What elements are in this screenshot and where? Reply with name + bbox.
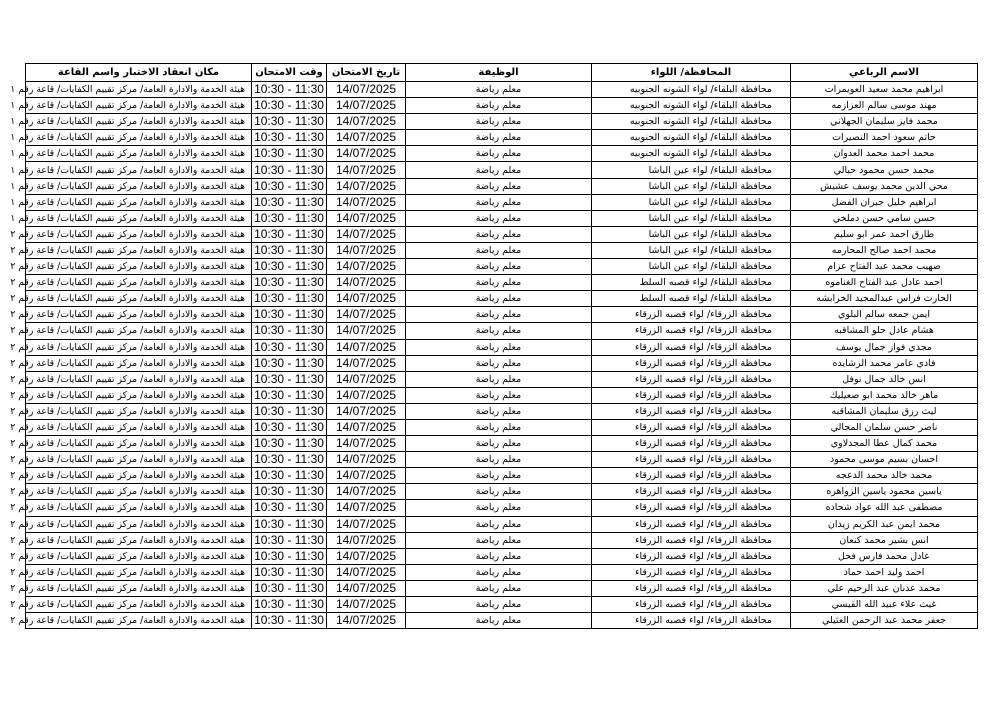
cell-place: هيئة الخدمة والادارة العامة/ مركز تقييم الكفايات/ قاعة رقم ٢ bbox=[26, 484, 252, 500]
cell-governorate: محافظة الزرقاء/ لواء قصبه الزرقاء bbox=[592, 532, 791, 548]
cell-place: هيئة الخدمة والادارة العامة/ مركز تقييم الكفايات/ قاعة رقم ٢ bbox=[26, 371, 252, 387]
cell-governorate: محافظة البلقاء/ لواء الشونه الجنوبيه bbox=[592, 146, 791, 162]
table-row bbox=[26, 82, 978, 98]
cell-time: 10:30 - 11:30 bbox=[252, 307, 327, 323]
cell-time: 10:30 - 11:30 bbox=[252, 484, 327, 500]
cell-time: 10:30 - 11:30 bbox=[252, 371, 327, 387]
cell-time: 10:30 - 11:30 bbox=[252, 468, 327, 484]
cell-name: محمد ايمن عبد الكريم زيدان bbox=[791, 516, 978, 532]
cell-date: 14/07/2025 bbox=[327, 355, 406, 371]
cell-date: 14/07/2025 bbox=[327, 436, 406, 452]
cell-job: معلم رياضة bbox=[406, 210, 592, 226]
table-row bbox=[26, 339, 978, 355]
cell-name: احمد وليد احمد حماد bbox=[791, 564, 978, 580]
cell-date: 14/07/2025 bbox=[327, 194, 406, 210]
cell-job: معلم رياضة bbox=[406, 597, 592, 613]
cell-governorate: محافظة البلقاء/ لواء عين الباشا bbox=[592, 178, 791, 194]
cell-governorate: محافظة الزرقاء/ لواء قصبه الزرقاء bbox=[592, 339, 791, 355]
cell-job: معلم رياضة bbox=[406, 516, 592, 532]
cell-job: معلم رياضة bbox=[406, 548, 592, 564]
cell-governorate: محافظة الزرقاء/ لواء قصبه الزرقاء bbox=[592, 403, 791, 419]
cell-governorate: محافظة البلقاء/ لواء عين الباشا bbox=[592, 162, 791, 178]
cell-name: ايمن جمعه سالم البلوي bbox=[791, 307, 978, 323]
cell-date: 14/07/2025 bbox=[327, 307, 406, 323]
cell-place: هيئة الخدمة والادارة العامة/ مركز تقييم الكفايات/ قاعة رقم ١ bbox=[26, 194, 252, 210]
cell-name: جعفر محمد عبد الرحمن العثيلي bbox=[791, 613, 978, 629]
cell-governorate: محافظة البلقاء/ لواء الشونه الجنوبيه bbox=[592, 82, 791, 98]
cell-name: غيث علاء عبيد الله القيسي bbox=[791, 597, 978, 613]
cell-job: معلم رياضة bbox=[406, 613, 592, 629]
cell-date: 14/07/2025 bbox=[327, 468, 406, 484]
cell-name: محمد عدنان عبد الرحيم علي bbox=[791, 580, 978, 596]
cell-job: معلم رياضة bbox=[406, 452, 592, 468]
cell-time: 10:30 - 11:30 bbox=[252, 323, 327, 339]
cell-place: هيئة الخدمة والادارة العامة/ مركز تقييم الكفايات/ قاعة رقم ٢ bbox=[26, 597, 252, 613]
table-row bbox=[26, 371, 978, 387]
table-row bbox=[26, 387, 978, 403]
cell-place: هيئة الخدمة والادارة العامة/ مركز تقييم الكفايات/ قاعة رقم ١ bbox=[26, 178, 252, 194]
table-row bbox=[26, 419, 978, 435]
cell-place: هيئة الخدمة والادارة العامة/ مركز تقييم الكفايات/ قاعة رقم ١ bbox=[26, 82, 252, 98]
cell-governorate: محافظة الزرقاء/ لواء قصبه الزرقاء bbox=[592, 468, 791, 484]
cell-time: 10:30 - 11:30 bbox=[252, 291, 327, 307]
cell-job: معلم رياضة bbox=[406, 323, 592, 339]
cell-date: 14/07/2025 bbox=[327, 114, 406, 130]
cell-name: عادل محمد فارس فحل bbox=[791, 548, 978, 564]
cell-place: هيئة الخدمة والادارة العامة/ مركز تقييم الكفايات/ قاعة رقم ١ bbox=[26, 210, 252, 226]
cell-job: معلم رياضة bbox=[406, 275, 592, 291]
cell-date: 14/07/2025 bbox=[327, 613, 406, 629]
cell-governorate: محافظة الزرقاء/ لواء قصبه الزرقاء bbox=[592, 307, 791, 323]
table-row bbox=[26, 500, 978, 516]
cell-place: هيئة الخدمة والادارة العامة/ مركز تقييم الكفايات/ قاعة رقم ١ bbox=[26, 98, 252, 114]
cell-time: 10:30 - 11:30 bbox=[252, 82, 327, 98]
table-row bbox=[26, 194, 978, 210]
cell-date: 14/07/2025 bbox=[327, 146, 406, 162]
cell-date: 14/07/2025 bbox=[327, 242, 406, 258]
cell-date: 14/07/2025 bbox=[327, 484, 406, 500]
cell-job: معلم رياضة bbox=[406, 339, 592, 355]
header-place: مكان انعقاد الاختبار واسم القاعة bbox=[26, 64, 252, 82]
cell-name: الحارث فراس عبدالمجيد الخرابشه bbox=[791, 291, 978, 307]
cell-name: صهيب محمد عبد الفتاح عزام bbox=[791, 259, 978, 275]
table-row bbox=[26, 210, 978, 226]
table-row bbox=[26, 516, 978, 532]
cell-time: 10:30 - 11:30 bbox=[252, 226, 327, 242]
table-row bbox=[26, 162, 978, 178]
header-row bbox=[26, 64, 978, 82]
cell-job: معلم رياضة bbox=[406, 436, 592, 452]
cell-date: 14/07/2025 bbox=[327, 162, 406, 178]
cell-name: فادي عامر محمد الرشايده bbox=[791, 355, 978, 371]
cell-date: 14/07/2025 bbox=[327, 387, 406, 403]
cell-name: حسن سامي حسن دملخي bbox=[791, 210, 978, 226]
cell-governorate: محافظة الزرقاء/ لواء قصبه الزرقاء bbox=[592, 355, 791, 371]
cell-governorate: محافظة البلقاء/ لواء عين الباشا bbox=[592, 242, 791, 258]
table-row bbox=[26, 597, 978, 613]
cell-job: معلم رياضة bbox=[406, 371, 592, 387]
cell-time: 10:30 - 11:30 bbox=[252, 580, 327, 596]
cell-date: 14/07/2025 bbox=[327, 82, 406, 98]
cell-job: معلم رياضة bbox=[406, 130, 592, 146]
cell-job: معلم رياضة bbox=[406, 114, 592, 130]
header-time: وقت الامتحان bbox=[252, 64, 327, 82]
cell-job: معلم رياضة bbox=[406, 307, 592, 323]
cell-governorate: محافظة الزرقاء/ لواء قصبه الزرقاء bbox=[592, 371, 791, 387]
cell-date: 14/07/2025 bbox=[327, 516, 406, 532]
cell-name: ماهر خالد محمد ابو صعيليك bbox=[791, 387, 978, 403]
cell-name: حاتم سعود احمد النصيرات bbox=[791, 130, 978, 146]
cell-place: هيئة الخدمة والادارة العامة/ مركز تقييم الكفايات/ قاعة رقم ٢ bbox=[26, 564, 252, 580]
table-row bbox=[26, 355, 978, 371]
cell-governorate: محافظة الزرقاء/ لواء قصبه الزرقاء bbox=[592, 597, 791, 613]
cell-governorate: محافظة البلقاء/ لواء عين الباشا bbox=[592, 226, 791, 242]
cell-name: محمد كمال عطا المجدلاوي bbox=[791, 436, 978, 452]
cell-time: 10:30 - 11:30 bbox=[252, 613, 327, 629]
cell-time: 10:30 - 11:30 bbox=[252, 387, 327, 403]
cell-place: هيئة الخدمة والادارة العامة/ مركز تقييم الكفايات/ قاعة رقم ٢ bbox=[26, 468, 252, 484]
cell-name: محمد احمد صالح المحارمه bbox=[791, 242, 978, 258]
cell-place: هيئة الخدمة والادارة العامة/ مركز تقييم الكفايات/ قاعة رقم ٢ bbox=[26, 403, 252, 419]
cell-governorate: محافظة الزرقاء/ لواء قصبه الزرقاء bbox=[592, 613, 791, 629]
cell-place: هيئة الخدمة والادارة العامة/ مركز تقييم الكفايات/ قاعة رقم ٢ bbox=[26, 242, 252, 258]
table-row bbox=[26, 259, 978, 275]
cell-date: 14/07/2025 bbox=[327, 403, 406, 419]
cell-time: 10:30 - 11:30 bbox=[252, 564, 327, 580]
cell-governorate: محافظة البلقاء/ لواء الشونه الجنوبيه bbox=[592, 130, 791, 146]
cell-place: هيئة الخدمة والادارة العامة/ مركز تقييم الكفايات/ قاعة رقم ٢ bbox=[26, 339, 252, 355]
cell-date: 14/07/2025 bbox=[327, 178, 406, 194]
cell-time: 10:30 - 11:30 bbox=[252, 355, 327, 371]
cell-date: 14/07/2025 bbox=[327, 210, 406, 226]
cell-job: معلم رياضة bbox=[406, 532, 592, 548]
cell-time: 10:30 - 11:30 bbox=[252, 194, 327, 210]
table-row bbox=[26, 436, 978, 452]
cell-place: هيئة الخدمة والادارة العامة/ مركز تقييم الكفايات/ قاعة رقم ١ bbox=[26, 162, 252, 178]
cell-job: معلم رياضة bbox=[406, 146, 592, 162]
table-row bbox=[26, 291, 978, 307]
exam-schedule-table bbox=[10, 63, 978, 629]
cell-time: 10:30 - 11:30 bbox=[252, 403, 327, 419]
cell-name: محمد خالد محمد الدعجه bbox=[791, 468, 978, 484]
cell-job: معلم رياضة bbox=[406, 500, 592, 516]
table-row bbox=[26, 98, 978, 114]
cell-job: معلم رياضة bbox=[406, 564, 592, 580]
cell-place: هيئة الخدمة والادارة العامة/ مركز تقييم الكفايات/ قاعة رقم ٢ bbox=[26, 452, 252, 468]
cell-job: معلم رياضة bbox=[406, 355, 592, 371]
cell-place: هيئة الخدمة والادارة العامة/ مركز تقييم الكفايات/ قاعة رقم ٢ bbox=[26, 307, 252, 323]
cell-date: 14/07/2025 bbox=[327, 452, 406, 468]
cell-time: 10:30 - 11:30 bbox=[252, 452, 327, 468]
table-row bbox=[26, 532, 978, 548]
table-row bbox=[26, 114, 978, 130]
cell-date: 14/07/2025 bbox=[327, 339, 406, 355]
cell-governorate: محافظة الزرقاء/ لواء قصبه الزرقاء bbox=[592, 323, 791, 339]
cell-job: معلم رياضة bbox=[406, 419, 592, 435]
cell-place: هيئة الخدمة والادارة العامة/ مركز تقييم الكفايات/ قاعة رقم ٢ bbox=[26, 580, 252, 596]
cell-name: محي الدين محمد يوسف عشيش bbox=[791, 178, 978, 194]
cell-job: معلم رياضة bbox=[406, 387, 592, 403]
cell-governorate: محافظة الزرقاء/ لواء قصبه الزرقاء bbox=[592, 516, 791, 532]
table-row bbox=[26, 242, 978, 258]
cell-date: 14/07/2025 bbox=[327, 98, 406, 114]
cell-time: 10:30 - 11:30 bbox=[252, 98, 327, 114]
table-row bbox=[26, 323, 978, 339]
cell-date: 14/07/2025 bbox=[327, 548, 406, 564]
cell-job: معلم رياضة bbox=[406, 484, 592, 500]
cell-governorate: محافظة الزرقاء/ لواء قصبه الزرقاء bbox=[592, 419, 791, 435]
table-row bbox=[26, 403, 978, 419]
cell-place: هيئة الخدمة والادارة العامة/ مركز تقييم الكفايات/ قاعة رقم ١ bbox=[26, 114, 252, 130]
table-row bbox=[26, 564, 978, 580]
cell-place: هيئة الخدمة والادارة العامة/ مركز تقييم الكفايات/ قاعة رقم ٢ bbox=[26, 436, 252, 452]
cell-time: 10:30 - 11:30 bbox=[252, 178, 327, 194]
cell-governorate: محافظة الزرقاء/ لواء قصبه الزرقاء bbox=[592, 452, 791, 468]
table-row bbox=[26, 307, 978, 323]
cell-time: 10:30 - 11:30 bbox=[252, 500, 327, 516]
cell-place: هيئة الخدمة والادارة العامة/ مركز تقييم الكفايات/ قاعة رقم ١ bbox=[26, 130, 252, 146]
cell-time: 10:30 - 11:30 bbox=[252, 532, 327, 548]
cell-date: 14/07/2025 bbox=[327, 500, 406, 516]
table-row bbox=[26, 146, 978, 162]
cell-job: معلم رياضة bbox=[406, 468, 592, 484]
cell-time: 10:30 - 11:30 bbox=[252, 210, 327, 226]
cell-place: هيئة الخدمة والادارة العامة/ مركز تقييم الكفايات/ قاعة رقم ٢ bbox=[26, 387, 252, 403]
cell-time: 10:30 - 11:30 bbox=[252, 275, 327, 291]
cell-job: معلم رياضة bbox=[406, 98, 592, 114]
cell-place: هيئة الخدمة والادارة العامة/ مركز تقييم الكفايات/ قاعة رقم ٢ bbox=[26, 323, 252, 339]
table-row bbox=[26, 484, 978, 500]
cell-governorate: محافظة البلقاء/ لواء عين الباشا bbox=[592, 259, 791, 275]
table-row bbox=[26, 613, 978, 629]
cell-governorate: محافظة البلقاء/ لواء الشونه الجنوبيه bbox=[592, 98, 791, 114]
table-row bbox=[26, 548, 978, 564]
cell-place: هيئة الخدمة والادارة العامة/ مركز تقييم الكفايات/ قاعة رقم ٢ bbox=[26, 548, 252, 564]
table-body bbox=[10, 82, 978, 629]
cell-name: مهند موسى سالم العزازمه bbox=[791, 98, 978, 114]
cell-job: معلم رياضة bbox=[406, 403, 592, 419]
cell-time: 10:30 - 11:30 bbox=[252, 516, 327, 532]
cell-time: 10:30 - 11:30 bbox=[252, 259, 327, 275]
cell-job: معلم رياضة bbox=[406, 178, 592, 194]
exam-schedule-sheet bbox=[10, 63, 977, 629]
cell-time: 10:30 - 11:30 bbox=[252, 162, 327, 178]
cell-place: هيئة الخدمة والادارة العامة/ مركز تقييم الكفايات/ قاعة رقم ١ bbox=[26, 146, 252, 162]
table-row bbox=[26, 130, 978, 146]
cell-place: هيئة الخدمة والادارة العامة/ مركز تقييم الكفايات/ قاعة رقم ٢ bbox=[26, 259, 252, 275]
cell-governorate: محافظة الزرقاء/ لواء قصبه الزرقاء bbox=[592, 484, 791, 500]
cell-governorate: محافظة الزرقاء/ لواء قصبه الزرقاء bbox=[592, 580, 791, 596]
cell-time: 10:30 - 11:30 bbox=[252, 146, 327, 162]
cell-time: 10:30 - 11:30 bbox=[252, 419, 327, 435]
cell-governorate: محافظة البلقاء/ لواء قصبه السلط bbox=[592, 291, 791, 307]
table-row bbox=[26, 468, 978, 484]
cell-name: ابراهيم خليل جبران الفضل bbox=[791, 194, 978, 210]
cell-name: مجدي فواز جمال يوسف bbox=[791, 339, 978, 355]
cell-place: هيئة الخدمة والادارة العامة/ مركز تقييم الكفايات/ قاعة رقم ٢ bbox=[26, 291, 252, 307]
table-row bbox=[26, 178, 978, 194]
cell-governorate: محافظة الزرقاء/ لواء قصبه الزرقاء bbox=[592, 500, 791, 516]
cell-job: معلم رياضة bbox=[406, 259, 592, 275]
cell-job: معلم رياضة bbox=[406, 226, 592, 242]
cell-place: هيئة الخدمة والادارة العامة/ مركز تقييم الكفايات/ قاعة رقم ٢ bbox=[26, 275, 252, 291]
cell-name: انس بشير محمد كنعان bbox=[791, 532, 978, 548]
cell-time: 10:30 - 11:30 bbox=[252, 130, 327, 146]
cell-name: انس خالد جمال نوفل bbox=[791, 371, 978, 387]
cell-place: هيئة الخدمة والادارة العامة/ مركز تقييم الكفايات/ قاعة رقم ٢ bbox=[26, 532, 252, 548]
cell-job: معلم رياضة bbox=[406, 580, 592, 596]
cell-job: معلم رياضة bbox=[406, 162, 592, 178]
cell-date: 14/07/2025 bbox=[327, 291, 406, 307]
cell-time: 10:30 - 11:30 bbox=[252, 548, 327, 564]
cell-date: 14/07/2025 bbox=[327, 580, 406, 596]
cell-time: 10:30 - 11:30 bbox=[252, 597, 327, 613]
cell-governorate: محافظة الزرقاء/ لواء قصبه الزرقاء bbox=[592, 387, 791, 403]
cell-place: هيئة الخدمة والادارة العامة/ مركز تقييم الكفايات/ قاعة رقم ٢ bbox=[26, 226, 252, 242]
table-row bbox=[26, 452, 978, 468]
cell-date: 14/07/2025 bbox=[327, 323, 406, 339]
header-governorate: المحافظة/ اللواء bbox=[592, 64, 791, 82]
cell-governorate: محافظة الزرقاء/ لواء قصبه الزرقاء bbox=[592, 564, 791, 580]
cell-job: معلم رياضة bbox=[406, 194, 592, 210]
cell-place: هيئة الخدمة والادارة العامة/ مركز تقييم الكفايات/ قاعة رقم ٢ bbox=[26, 500, 252, 516]
cell-governorate: محافظة الزرقاء/ لواء قصبه الزرقاء bbox=[592, 548, 791, 564]
cell-date: 14/07/2025 bbox=[327, 130, 406, 146]
cell-name: مصطفى عبد الله عواد شحاده bbox=[791, 500, 978, 516]
cell-job: معلم رياضة bbox=[406, 291, 592, 307]
cell-date: 14/07/2025 bbox=[327, 597, 406, 613]
cell-time: 10:30 - 11:30 bbox=[252, 339, 327, 355]
cell-time: 10:30 - 11:30 bbox=[252, 242, 327, 258]
table-row bbox=[26, 275, 978, 291]
cell-place: هيئة الخدمة والادارة العامة/ مركز تقييم الكفايات/ قاعة رقم ٢ bbox=[26, 516, 252, 532]
cell-date: 14/07/2025 bbox=[327, 226, 406, 242]
cell-governorate: محافظة البلقاء/ لواء قصبه السلط bbox=[592, 275, 791, 291]
cell-time: 10:30 - 11:30 bbox=[252, 436, 327, 452]
cell-date: 14/07/2025 bbox=[327, 259, 406, 275]
cell-governorate: محافظة البلقاء/ لواء عين الباشا bbox=[592, 194, 791, 210]
table-row bbox=[26, 226, 978, 242]
cell-date: 14/07/2025 bbox=[327, 532, 406, 548]
cell-name: محمد فايز سليمان الجهلاني bbox=[791, 114, 978, 130]
cell-name: احسان بسيم موسى محمود bbox=[791, 452, 978, 468]
cell-place: هيئة الخدمة والادارة العامة/ مركز تقييم الكفايات/ قاعة رقم ٢ bbox=[26, 419, 252, 435]
cell-name: هشام عادل حلو المشاقبه bbox=[791, 323, 978, 339]
header-job: الوظيفة bbox=[406, 64, 592, 82]
cell-date: 14/07/2025 bbox=[327, 419, 406, 435]
cell-name: ليث رزق سليمان المشاقبه bbox=[791, 403, 978, 419]
cell-date: 14/07/2025 bbox=[327, 275, 406, 291]
cell-name: محمد احمد محمد العدوان bbox=[791, 146, 978, 162]
cell-name: احمد عادل عبد الفتاح الغناموه bbox=[791, 275, 978, 291]
cell-place: هيئة الخدمة والادارة العامة/ مركز تقييم الكفايات/ قاعة رقم ٢ bbox=[26, 613, 252, 629]
cell-governorate: محافظة البلقاء/ لواء عين الباشا bbox=[592, 210, 791, 226]
cell-name: ابراهيم محمد سعيد العويمرات bbox=[791, 82, 978, 98]
cell-name: ياسين محمود ياسين الزواهره bbox=[791, 484, 978, 500]
cell-time: 10:30 - 11:30 bbox=[252, 114, 327, 130]
cell-governorate: محافظة الزرقاء/ لواء قصبه الزرقاء bbox=[592, 436, 791, 452]
cell-date: 14/07/2025 bbox=[327, 564, 406, 580]
cell-job: معلم رياضة bbox=[406, 242, 592, 258]
cell-date: 14/07/2025 bbox=[327, 371, 406, 387]
cell-name: محمد حسن محمود حبالي bbox=[791, 162, 978, 178]
cell-name: ناصر حسن سلمان المجالي bbox=[791, 419, 978, 435]
header-name: الاسم الرباعي bbox=[791, 64, 978, 82]
cell-place: هيئة الخدمة والادارة العامة/ مركز تقييم الكفايات/ قاعة رقم ٢ bbox=[26, 355, 252, 371]
cell-job: معلم رياضة bbox=[406, 82, 592, 98]
table-row bbox=[26, 580, 978, 596]
cell-governorate: محافظة البلقاء/ لواء الشونه الجنوبيه bbox=[592, 114, 791, 130]
header-date: تاريخ الامتحان bbox=[327, 64, 406, 82]
cell-name: طارق احمد عمر ابو سليم bbox=[791, 226, 978, 242]
